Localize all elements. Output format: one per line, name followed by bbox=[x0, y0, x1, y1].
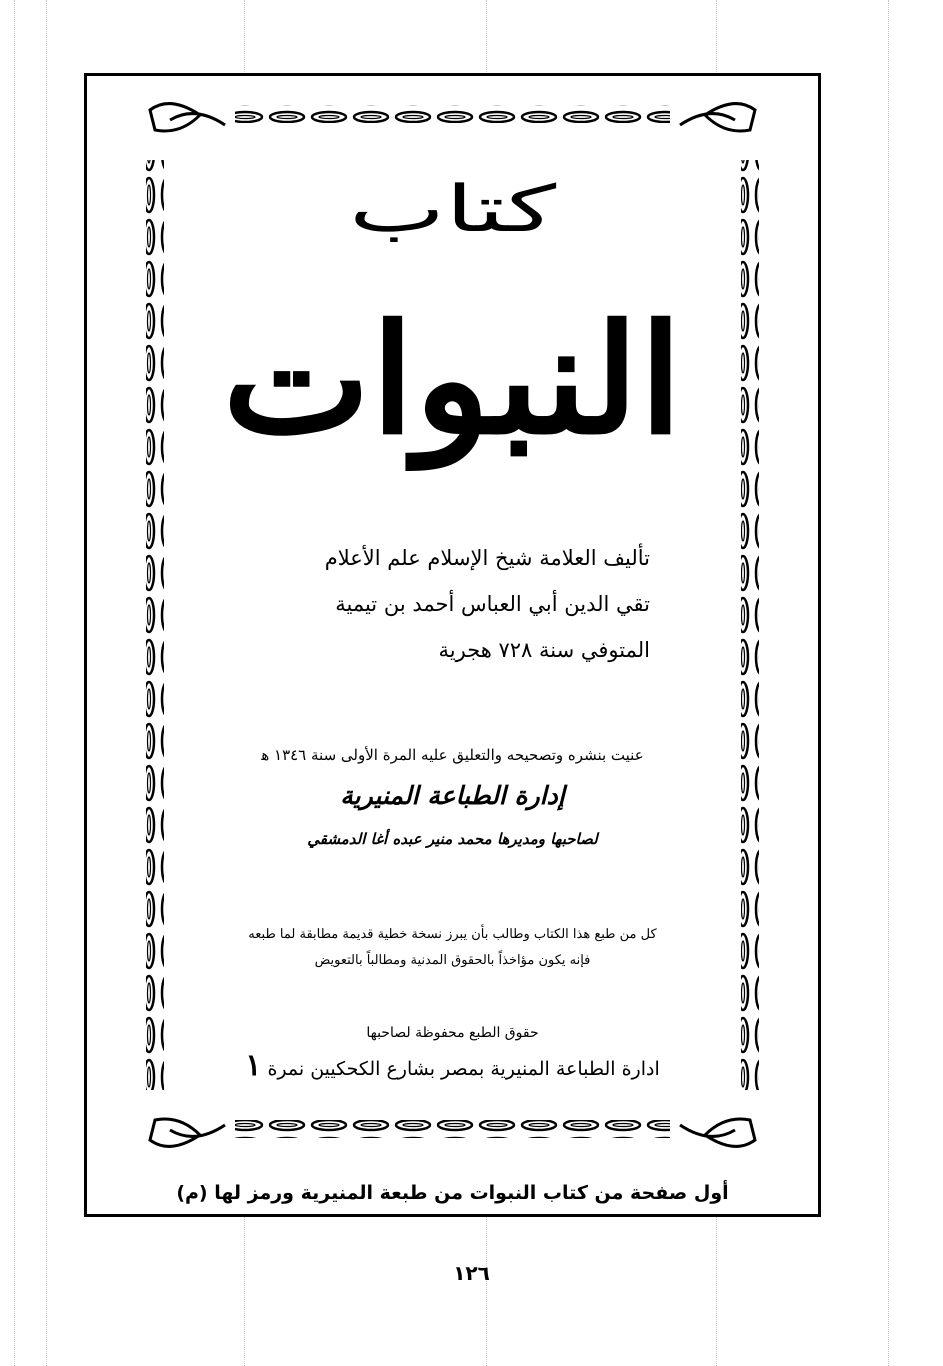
rights-line: حقوق الطبع محفوظة لصاحبها bbox=[366, 1025, 539, 1041]
rights-block bbox=[175, 1020, 730, 1089]
author-line: تقي الدين أبي العباس أحمد بن تيمية bbox=[335, 592, 650, 616]
figure-caption: أول صفحة من كتاب النبوات من طبعة المنيرية ورمز لها (م) bbox=[176, 1182, 729, 1204]
title-page bbox=[175, 160, 730, 1090]
book-label: كتاب bbox=[348, 173, 557, 247]
author-line: المتوفي سنة ٧٢٨ هجرية bbox=[438, 638, 650, 662]
notice-line: فإنه يكون مؤاخذاً بالحقوق المدنية ومطالباً بالتعويض bbox=[314, 953, 591, 968]
address-number: ١ bbox=[245, 1048, 262, 1083]
publication-block bbox=[175, 740, 730, 856]
author-line: تأليف العلامة شيخ الإسلام علم الأعلام bbox=[324, 546, 650, 570]
book-title: النبوات bbox=[222, 292, 683, 468]
publisher-name: إدارة الطباعة المنيرية bbox=[340, 781, 565, 810]
publication-note: عنيت بنشره وتصحيحه والتعليق عليه المرة الأولى سنة ١٣٤٦ ﻫ bbox=[261, 746, 644, 764]
copyright-notice bbox=[195, 922, 710, 974]
notice-line: كل من طبع هذا الكتاب وطالب بأن يبرز نسخة خطية قديمة مطابقة لما طبعه bbox=[248, 927, 657, 942]
author-block bbox=[325, 535, 650, 673]
publisher-owner: لصاحبها ومديرها محمد منير عبده أغا الدمشقي bbox=[307, 830, 598, 848]
publisher-address bbox=[175, 1046, 730, 1089]
page-number: ١٢٦ bbox=[453, 1261, 490, 1285]
address-text: ادارة الطباعة المنيرية بمصر بشارع الكحكيين نمرة bbox=[267, 1058, 660, 1080]
